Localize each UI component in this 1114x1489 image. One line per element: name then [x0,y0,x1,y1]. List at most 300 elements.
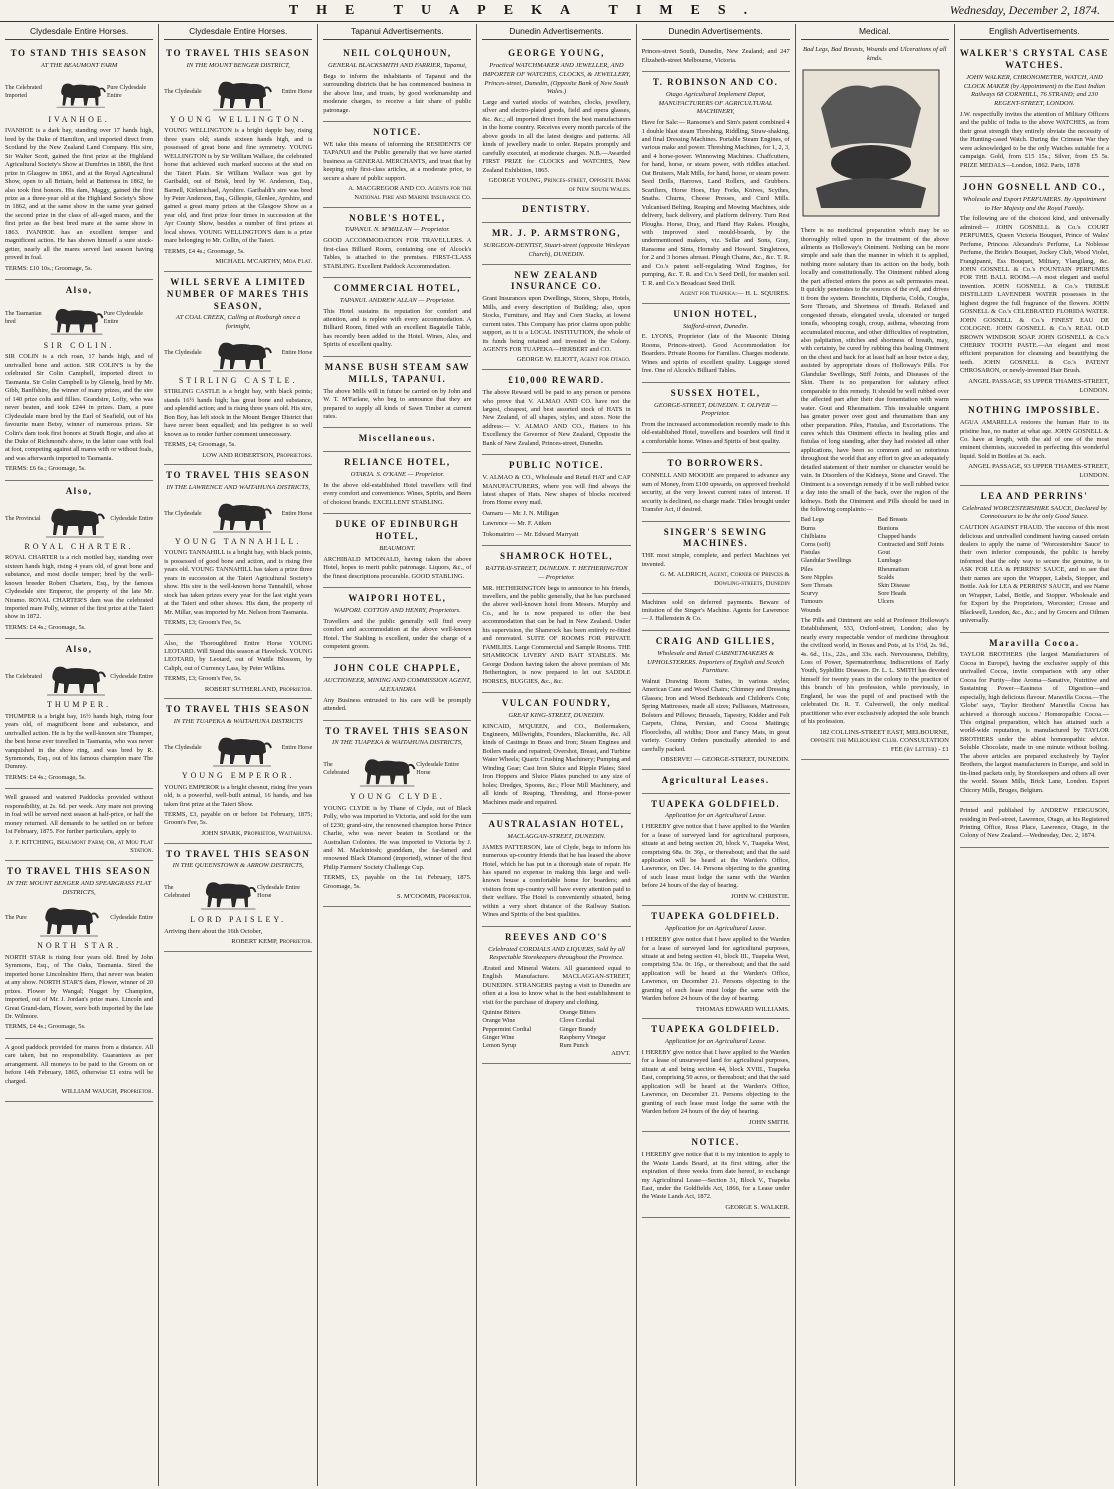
ad-body: Machines sold on deferred payments. Beware of imitation of the Singer's Machine. Agents for Lawrence:— J. Hallenstein & Co. [641,598,790,623]
ad-body: Any Business entrusted to his care will be promptly attended. [323,696,472,713]
ad-headline: TO STAND THIS SEASON [10,48,148,59]
advertisement [323,208,471,278]
list-item: Fistulas [800,549,820,557]
advertisement [482,265,630,371]
ad-signature: S. M'COOMB, Proprietor. [396,893,472,901]
advertisement [642,43,790,72]
advertisement [323,278,471,357]
column-heading: Dunedin Advertisements. [642,26,790,40]
horse-illustration-icon [38,900,100,938]
ad-headline: TUAPEKA GOLDFIELD. [651,1024,781,1035]
ad-body: I HEREBY give notice that I have applied to the Warden for a lease of surveyed land for agricultural purposes, situate at and being section 20, block V., Tuapeka West, comprising 68a. 0r. 36p., or thereabout; and that the said application will be heard at the Warden's Office, Lawrence, on Dec. 14. Persons objecting to the granting of such lease must lodge the same with the Warden before 24 hours of the day of hearing. [641,823,790,890]
list-item: Corns (soft) [800,541,831,549]
ad-headline: AUSTRALASIAN HOTEL, [488,819,625,830]
advertisement [323,514,471,588]
horse-name: THUMPER. [46,700,112,710]
ad-headline: Agricultural Leases. [661,774,770,785]
column-heading: Clydesdale Entire Horses. [5,26,153,40]
list-item: Bunions [877,524,899,532]
ad-terms: TERMS, £4 4s.; Groomage, 5s. [164,247,245,255]
advertisement [323,658,471,720]
ad-headline: UNION HOTEL, [673,308,758,319]
advertisement [323,43,471,122]
ad-item-list [801,516,949,614]
ad-headline: DUKE OF EDINBURGH HOTEL, [335,519,460,542]
horse-illustration-icon [211,335,273,373]
horse-name: YOUNG CLYDE. [349,792,445,802]
ad-headline: WALKER'S CRYSTAL CASE WATCHES. [959,48,1109,71]
horse-figure [5,659,153,697]
agent-line: Tokomairiro — Mr. Edward Marryatt [482,530,579,538]
ad-body: MR. HETHERINGTON begs to announce to his friends, travellers, and the public generally, that he has purchased the above well-known hotel from Messrs. Murphy and Co., and he is now prepared to offer the best accommodation that can be had in New Zealand. Under his supervision, the Shamrock has been entirely re-fitted and renovated. SUITE OF ROOMS FOR PRIVATE FAMILIES. Large Commercial and Sample Rooms. THE SHAMROCK LIVERY AND BAIT STABLES. Mr. George Dodson having taken the above premises of Mr. Hetherington, is now prepared to let out SADDLE HORSES, BUGGIES, &c., &c. [482,584,631,685]
ad-body: AGUA AMARELLA restores the human Hair to its pristine hue, no matter at what age. JOHN GOSNELL & Co. have at length, with the aid of one of the most eminent chemists, succeeded in perfecting this wonderful liquid. Sold in Bottles at 3s. each. [959,419,1109,460]
list-item: Scalds [877,573,894,581]
ad-signature: GEORGE YOUNG, Princes-street, Opposite Bank of New South Wales. [488,176,631,193]
list-item: Chilblains [800,532,827,540]
advertisement [642,906,790,1019]
ad-signature: ADVT. [611,1050,631,1058]
list-item: Rum Punch [559,1042,589,1050]
ad-terms: TERMS, £3; Groom's Fee, 5s. [164,675,242,683]
ad-terms: TERMS, £3, payable on the 1st February, 1875. Groomage, 5s. [323,874,472,890]
horse-illustration-icon [358,751,416,789]
horse-figure [164,74,312,112]
horse-figure [164,874,312,912]
ad-headline: JOHN COLE CHAPPLE, [333,663,461,674]
horse-illustration-icon [55,74,107,112]
advertisement [801,43,949,760]
ad-headline: NOTICE. [691,1137,740,1148]
list-item: Sore Throats [800,581,833,589]
list-item: Orange Wine [482,1017,516,1025]
advertisement [323,452,471,514]
ad-body: There is no medicinal preparation which may be so thoroughly relied upon in the treatment of the above ailments as Holloway's Ointment. Nothing can be more simple and safe than the manner in which it is applied, nothing more salutary than its action on the body, both locally and constitutionally. The Ointment rubbed along the part affected enters the pores as salt permeates meat. It quickly penetrates to the sources of the evil, and drives it from the system. Bronchitis, Diptheria, Colds, Coughs, Sore Throats, and Shortness of Breath. Relaxed and congested throats, elongated uvula, ulcerated or turged tonsils, whooping cough, croup, asthma, wheezing from accumulated mucous, and other difficulties of respiration, also palpitation, stitches and shortness of breath, may, with certainty, be cured by rubbing this healing Ointment on the chest and back for at least half an hour twice a day, assisted by appropriate doses of Holloway's Pills. For Glandular Swellings, Stiff Joints, and Diseases of the Skin. There is no preparation for salutary effect comparable to this remedy. It should be well rubbed over the affected part after their due fomentation with warm water. Gout and Rheumatism. This invaluable unguent has greater power over gout and rheumatism than any other preparation. Piles, Fistulas, and Excoriations. The cures which this Ointment effects in healing piles and fistulas of long standing, after they had resisted all other applications, have been so common and so notorious throughout the world that any effort to give an adequately detailed statement of their number or character would be vain. In Disorders of the Kidneys, Stone and Gravel. The Ointment is a sovereign remedy if it be well rubbed twice a day into the small of the back, over the region of the kidneys. Both the Ointment and Pills should be used in the following complaints:— [800,227,949,514]
list-item: Lemon Syrup [482,1042,517,1050]
list-item: Rheumatism [877,565,910,573]
horse-right-caption: Entire Horse [281,349,313,356]
ad-subheading: Celebrated WORCESTERSHIRE SAUCE, Declared by Connoisseurs to be the only Good Sauce. [962,504,1107,521]
ad-subheading: Bad Legs, Bad Breasts, Wounds and Ulcerations of all kinds. [803,46,947,62]
column-7 [955,24,1114,1486]
advertisement [642,1019,790,1132]
ad-headline: SHAMROCK HOTEL, [499,551,613,562]
ad-headline: TO TRAVEL THIS SEASON [325,725,470,736]
horse-left-caption: The Clydesdale [164,88,202,95]
ad-headline: NEIL COLQUHOUN, [343,48,452,59]
list-item: Bad Breasts [877,516,908,524]
horse-right-caption: Entire Horse [281,88,313,95]
horse-left-caption: The Tasmanian bred [5,311,42,325]
ad-subheading: IN THE LAWRENCE AND WAITAHUNA DISTRICTS, [166,484,311,492]
ad-terms: TERMS: £4 4s.; Groomage, 5s. [5,623,86,631]
horse-right-caption: Pure Clydesdale Entire [103,311,143,325]
advertisement [164,43,312,272]
ad-signature: JOHN SMITH. [749,1118,790,1126]
ad-subheading: AT COAL CREEK, Calling at Roxburgh once a fortnight, [175,314,301,331]
ad-headline: WAIPORI HOTEL, [348,593,447,604]
advertisement [642,72,790,304]
horse-figure [323,751,471,789]
newspaper-title: THE TUAPEKA TIMES. [288,2,766,18]
list-item: Raspberry Vinegar [559,1033,606,1041]
ad-subheading: IN THE QUEENSTOWN & ARROW DISTRICTS, [172,862,304,870]
ad-body: I HEREBY give notice that I have applied to the Warden for a lease of surveyed land for agricultural purposes, situate at and being section 41, block III., Tuapeka West, comprising 53a. 0r. 16p., or thereabout; and that the said application will be heard at the Warden's Office, Lawrence, on December 21. Persons objecting to the granting of such lease must lodge the same with the Warden before 24 hours of the day of hearing. [641,936,790,1003]
advertisement [960,177,1109,400]
advertisement [164,844,312,952]
horse-name: STIRLING CASTLE. [178,375,298,385]
horse-illustration-icon [45,659,107,697]
ad-body: E. LYONS, Proprietor (late of the Masonic Dining Rooms, Princes-street). Good Accommodation for Boarders. Private Rooms for Families. Charges moderate. Wines and spirits of excellent quality. Luggage stored free. One of Alcock's Billiard Tables. [641,333,790,375]
ad-body: CONNELL AND MOODIE are prepared to advance any sum of Money, from £100 upwards, on approved freehold security, at the very lowest current rates of interest. If security is declined, no charge made. Titles brought under Transfer Act, if desired. [641,472,790,514]
advertisement [960,802,1109,848]
ad-body: Begs to inform the inhabitants of Tapanui and the surrounding districts that he has commenced business in the above line, and trusts, by good workmanship and moderate charges, to receive a fair share of public patronage. [323,72,472,114]
advertisement [323,721,471,907]
ad-signature: Agent for Tuapeka:— H. L. SQUIRES. [679,290,790,298]
ad-body: Princes-street South, Dunedin, New Zealand; and 247 Elizabeth-street Melbourne, Victoria. [641,48,790,64]
horse-figure [164,730,312,768]
ad-subheading: TAPANUI. N. M'MILLAN — Proprietor. [344,226,450,234]
ad-headline: Also, [65,644,93,655]
ad-body: The above Reward will be paid to any person or persons who prove that V. ALMAO AND CO. have not the largest, cheapest, and best assorted stock of HATS in New Zealand, of all shapes, styles, and sizes. Note the address:— V. ALMAO AND CO., Hatters to his Excellency the Governor of New Zealand, Opposite the Bank of New Zealand, Princes-street, Dunedin. [482,389,631,447]
ad-body: Travellers and the public generally will find every comfort and accommodation at the above well-known Hotel. The Stabling is excellent, under the charge of a competent groom. [323,617,472,650]
ad-signature: GEORGE W. ELIOTT, Agent for Otago. [516,356,631,364]
ad-body: WE take this means of informing the RESIDENTS OF TAPANUI and the Public generally that we have started business as GENERAL MERCHANTS, and trust that by keeping only first-class articles, at a moderate price, to secure a share of public support. [323,140,472,182]
ad-body: ARCHIBALD M'DONALD, having taken the above Hotel, hopes to merit public patronage. Liquors, &c., of the finest descriptions procurable. GOOD STABLING. [323,555,472,580]
ad-headline: TO BORROWERS. [667,458,764,469]
ad-headline: WILL SERVE A LIMITED NUMBER OF MARES THIS SEASON, [166,276,310,311]
advertisement [164,272,312,465]
horse-figure [5,74,153,112]
advertisement [5,789,153,861]
ad-body: CAUTION AGAINST FRAUD. The success of this most delicious and unrivalled condiment having caused certain dealers to apply the name of 'Worcestershire Sauce' to their own inferior compounds, the public is hereby informed that the only way to secure the genuine, is to ASK FOR LEA & PERRINS' SAUCE, and to see that their names are upon the Wrapper, Labels, Stopper, and Bottle. Ask for LEA & PERRINS' SAUCE, and see Name on Wrapper, Label, Bottle, and Stopper. Wholesale and for Export by the Proprietors, Worcester; Crosse and Blackwell, London, &c., &c.; and by Grocers and Oilmen universally. [959,524,1109,625]
ad-body: ROYAL CHARTER is a rich mottled bay, standing over sixteen hands high, rising 4 years old, of great bone and substance, and most docile temper; bred by the well-known breeder Robert Charters, Esq., by the famous Clydesdale sire Emperor, the property of the late Mr. Niramo. ROYAL CHARTER'S dam was the celebrated imported mare Polly, winner of the first prize at the Taieri show in 1872. [5,554,154,621]
ad-headline: TO TRAVEL THIS SEASON [166,704,311,715]
ad-subheading: AUCTIONEER, MINING AND COMMISSION AGENT, ALEXANDRA [323,677,471,693]
column-heading: Dunedin Advertisements. [482,26,630,40]
ad-body: IVANHOE is a dark bay, standing over 17 hands high, bred by the Duke of Hamilton, and imported direct from Scotland by the New Zealand Land Company. His sire, Sir Walter Scott, gained the first prize at the Highland Agricultural Society's Show at Dumfries in 1860, the first prize in Glasgow in 1861, and at the Royal Agricultural Show, open to all Britain, held at Battersea in 1862, he also took first honors. His dam, Maggy, gained the first prize as a three-year old at the Highland Society's Show in 1862, and at the same show in the same year gained the second prize in the class of all-aged mares, and the first prize as the best bred mare at the same show in 1863. IVANHOE has an excellent temper and magnificent action. He has shown himself a sure stock-getter, nearly all the mares served last season having proved in foal. [5,127,154,262]
list-item: Quinine Bitters [482,1009,521,1017]
ad-headline: Also, [65,285,93,296]
ad-subheading: Application for an Agricultural Lease. [665,925,767,933]
ad-terms: TERMS: £6 6s.; Groomage, 5s. [5,465,86,473]
advertisement [642,631,790,770]
ad-headline: CRAIG AND GILLIES, [655,635,776,646]
ad-headline: NOTICE. [373,127,422,138]
advertisement [5,43,153,280]
ad-subheading: SURGEON-DENTIST, Stuart-street (opposite Wesleyan Church), DUNEDIN. [483,242,630,258]
ad-signature: ROBERT SUTHERLAND, Proprietor. [204,685,313,693]
ad-headline: VULCAN FOUNDRY, [501,697,612,708]
horse-right-caption: Clydesdale Entire Horse [257,885,300,900]
ad-body: JAMES PATTERSON, late of Clyde, begs to inform his numerous up-country friends that he has leased the above Hotel, which he has put in a thorough state of repair. He has spared no expense in making this large and well-known house a comfortable home for boarders; and visitors from up-country will have every attention paid to their welfare. The Hotel is conveniently situated, being within a very short distance of the Railway Station. Wines and Spirits of the best qualities. [482,843,631,919]
ad-headline: Miscellaneous. [358,433,436,444]
ad-headline: COMMERCIAL HOTEL, [333,283,461,293]
column-6 [796,24,955,1486]
ad-body: GOOD ACCOMMODATION FOR TRAVELLERS. A first-class Billiard Room, containing one of Alcock's Tables, is attached to the premises. FIRST-CLASS STABLING. Excellent Paddock Accommodation. [323,237,472,270]
ad-headline: NEW ZEALAND INSURANCE CO. [510,269,602,292]
horse-left-caption: The Clydesdale [164,745,202,752]
ad-headline: RELIANCE HOTEL, [344,457,451,468]
ad-terms: TERMS, £3, payable on or before 1st February, 1875; Groom's Fee, 5s. [164,810,313,827]
ad-signature: THOMAS EDWARD WILLIAMS. [695,1005,790,1013]
agent-line: Lawrence — Mr. F. Aitken [482,520,552,528]
ad-body: J.W. respectfully invites the attention of Military Officers and the public of India to the above WATCHES, as from their great strength they entirely obviate the necessity of the Hunting-cased Watch. During the Crimean War they were acknowledged to be the only Watches suitable for a campaign. Gold, from £15 15s.; Silver, from £5 5s. PRIZE MEDALS—London, 1862. Paris, 1878 [959,110,1109,169]
ad-subheading: MACLAGGAN-STREET, DUNEDIN. [507,832,606,840]
ad-terms: TERMS, £4; Groomage, 5s. [164,441,236,449]
list-item: Orange Bitters [559,1009,596,1017]
advertisement [482,455,630,546]
ad-headline: JOHN GOSNELL AND CO., [962,181,1107,192]
ad-body: Have for Sale:— Ransome's and Sim's patent combined 4 1 double blast steam Threshing, Riddling, Straw-shaking, and final Dressing Machines. Portable Steam Engines, of various make and power. Threshing Machines, for 1, 2, 3, and 4 horse-power. Winnowing Machines. Chaffcutters, for hand, horse, or steam power, with riddles attached. Oat Bruisers, Malt Mills, for hand, horse, or steam power. Seed Drills, Harrows, Land Rollers, and Grubbers. Scarifiers, Horse Hoes, Hay Forks, Knives, Scythes, Snaths. Churns, Cheese Presses, and Curd Mills. Vulcanised Belting. Reaping and Mowing Machines, side delivery, back delivery, and platform delivery. Turn Rest Ploughs. Horse, Dray, and Hand Hay Rakes. Ploughs, with improved steel mould-boards, by the undermentioned makers, viz. Sellar and Sons, Gray, Ransome and Sims, Hornsby and Howard. Singletrees, for 2 and 3 horses abreast. Plough Chains, &c., &c. T. R. and Co.'s patent self-regulating Wind Engines, for pumping, &c. T. R. and Co.'s Seed Drill, for maiden soil. T. R. and Co.'s Broadcast Seed Drill. [641,119,790,287]
horse-name: LORD PAISLEY. [190,915,287,925]
ad-subheading: TAPANUI. ANDREW ALLAN — Proprietor. [339,296,455,304]
ad-subheading: WAIPORI. COTTON AND HENRY, Proprietors. [333,606,461,614]
ad-headline: T. ROBINSON AND CO. [652,77,779,88]
column-heading: Medical. [801,26,949,40]
horse-right-caption: Clydesdale Entire Horse [416,762,460,777]
ad-signature: ROBERT KEMP, Proprietor. [231,938,313,946]
advertisement [323,357,471,429]
ad-subheading: AT THE BEAUMONT FARM [40,62,118,70]
list-item: Ginger Wine [482,1033,515,1041]
list-item: Sore Nipples [800,573,833,581]
ad-signature: ANGEL PASSAGE, 93 UPPER THAMES-STREET, LONDON. [968,377,1109,394]
issue-date: Wednesday, December 2, 1874. [949,3,1100,17]
horse-left-caption: The Celebrated [164,885,191,900]
horse-name: YOUNG WELLINGTON. [169,114,307,124]
ad-signature: JOHN W. CHRISTIE. [731,892,790,900]
ad-signature: WILLIAM WAUGH, Proprietor. [61,1088,154,1096]
ad-headline: TO TRAVEL THIS SEASON [166,470,311,481]
horse-name: YOUNG EMPEROR. [181,771,295,781]
horse-name: YOUNG TANNAHILL. [175,536,302,546]
advertisement [642,304,790,383]
advertisement [642,594,790,631]
ad-headline: TO TRAVEL THIS SEASON [166,848,311,859]
ad-body: Grant Insurances upon Dwellings, Stores, Shops, Hotels, Mills, and every description of Building; also, upon Stocks, Furniture, and Hay and Corn Stacks, at lowest current rates. This Company has prior claims upon public support, as it is a LOCAL INSTITUTION, the whole of its funds being retained and invested in the Colony. AGENTS FOR TUAPEKA—HERBERT and CO. [482,295,631,354]
horse-illustration-icon [211,730,273,768]
ad-body: NORTH STAR is rising four years old. Bred by John Symmons, Esq., of The Oaks, Tasmania. Sired the imported horse Lincolnshire Hero, that never was beaten at any show. NORTH STAR'S dam, Flower, winner of 20 prizes. Flower by Wangal; Nugget by Champion, imported, out of Mr. J. Jordan's prize mare. Lincoln and Great Grand-dam, Flower, were both imported by the late Dr. Wilmore. [5,953,154,1021]
horse-left-caption: The Clydesdale [164,510,202,517]
ad-signature: G. M. ALDRICH, Agent, Corner of Princes & Dowling-streets, Dunedin [659,571,790,587]
horse-name: SIR COLIN. [43,340,115,350]
advertisement [482,814,630,927]
advertisement [323,122,471,208]
ad-subheading: IN THE TUAPEKA & WAITAHUNA DISTRICTS, [332,739,463,747]
ad-headline: SINGER'S SEWING MACHINES. [663,526,768,549]
ad-subheading: Application for an Agricultural Lease. [665,1038,767,1046]
ad-body: STIRLING CASTLE is a bright bay, with black points; stands 16½ hands high; has great bone and substance, and splendid action; and is rising three years old. His sire, Bon Boy, has left stock in the Mount Benger District that have never been equalled; and his pedigree is so well known as to render further comment unnecessary. [164,388,313,438]
ad-headline: GEORGE YOUNG, [508,48,605,59]
column-1 [0,24,159,1486]
horse-name: NORTH STAR. [37,941,122,951]
advertisement [5,1039,153,1102]
list-item: Sore Heads [877,590,907,598]
masthead [0,0,1114,22]
ad-body: THUMPER is a bright bay, 16½ hands high, rising four years old, of magnificent bone and substance, and unrivalled action. He is by the well-known sire Thumper, the best horse ever travelled in Tasmania, who was never vanquished in the show ring, and was bred by R. Symmonds, Esq., out of his famous champion mare The Dummy. [5,712,154,771]
list-item: Scurvy [800,590,819,598]
advertisement [5,639,153,789]
ad-body: In the above old-established Hotel travellers will find every comfort and convenience. Wines, Spirits, and Beers of choicest brands. EXCELLENT STABLING. [323,481,472,506]
horse-left-caption: The Celebrated [5,674,42,681]
ad-signature: OBSERVE! — GEORGE-STREET, DUNEDIN. [660,755,790,763]
horse-illustration-icon [211,74,273,112]
list-item: Ginger Brandy [559,1025,597,1033]
column-grid [0,24,1114,1486]
column-5 [637,24,796,1486]
horse-left-caption: The Pure [5,915,27,922]
advertisement [5,280,153,481]
ad-body: This Hotel sustains its reputation for comfort and attention, and is replete with every accommodation. A Billiard Room, fitted with an excellent Bagatelle Table, has recently been added to the Hotel. Wines, Ales, and Spirits of excellent quality. [323,307,472,349]
advertisement [482,546,630,693]
horse-left-caption: The Celebrated [323,762,350,777]
horse-figure [164,496,312,534]
advertisement [482,43,630,199]
ad-subheading: Stafford-street, Dunedin. [683,322,749,330]
column-heading: Tapanui Advertisements. [323,26,471,40]
list-item: Contracted and Stiff Joints [877,541,944,549]
ad-subheading: Wholesale and Retail CABINETMAKERS & UPHOLSTERERS. Importers of English and Scotch Furniture. [647,649,785,675]
ad-headline: SUSSEX HOTEL, [670,387,761,398]
advertisement [960,486,1109,633]
horse-illustration-icon [199,874,257,912]
ad-body: The above Mills will in future be carried on by John and W. T. M'Farlane, who beg to announce that they are prepared to supply all kinds of Sawn Timber at current rates. [323,387,472,420]
ad-body: Printed and published by ANDREW FERGUSON, residing in Peel-street, Lawrence, Otago, at his Registered Printing Office, Ross Place, Lawrence, Otago, in the Colony of New Zealand.—Wednesday, Dec. 2, 1874. [959,807,1109,840]
ad-subheading: Wholesale and Export PERFUMERS. By Appointment to Her Majesty and the Royal Family. [962,195,1107,212]
advertisement [482,370,630,455]
ad-body: YOUNG WELLINGTON is a bright dapple bay, rising three years old; stands sixteen hands high, and is possessed of great bone and fine symmetry. YOUNG WELLINGTON is by Sir William Wallace, the celebrated horse that achieved such marked success at the stud on the Taieri Plain. Sir William Wallace was got by Garibaldi, out of Brisk, bred by W. Anderson, Esq., Barnell, Kirkmichael, Ayrshire. Garibaldi's sire was bred by Peter Anderson, Esq., Gillespie, Glenlee, Ayrshire, and gained a great many prizes at the Glasgow Show as a year old, and first prize four times in succession at the Ayr County Show, besides a number of first prizes at local shows. YOUNG WELLINGTON'S dam is a prize mare belonging to Mr. Collin, of the Taieri. [164,127,313,245]
ad-headline: DENTISTRY. [522,204,591,215]
list-item: Ulcers [877,598,894,606]
ad-subheading: OTAKIA. S. O'KANE — Proprietor. [350,471,445,479]
ad-terms: TERMS, £4 4s.; Groomage, 5s. [5,1023,86,1031]
ad-subheading: Practical WATCHMAKER AND JEWELLER, AND IMPORTER OF WATCHES, CLOCKS, & JEWELLERY, Princes-street, Dunedin, (Opposite Bank of New South Wales.) [482,62,631,96]
ad-body: Also, the Thoroughbred Entire Horse YOUNG LEOTARD. Will Stand this season at Havelock. YOUNG LEOTARD, by Leotard, out of Wattle Blossom, by Caliph, out of Currency Lass, by Peter Wilkins. [164,639,313,672]
ad-headline: MR. J. P. ARMSTRONG, [492,228,621,239]
column-2 [159,24,318,1486]
advertisement [5,861,153,1039]
list-item: Piles [800,565,813,573]
ad-headline: MANSE BUSH STEAM SAW MILLS, TAPANUI. [324,361,470,384]
list-item: Skin Disease [877,581,910,589]
advertisement [960,43,1109,177]
horse-left-caption: The Celebrated Imported [5,84,42,99]
ad-body: YOUNG TANNAHILL is a bright bay, with black points, is possessed of good bone and action, and is rising five years old. YOUNG TANNAHILL has taken a prize three years in succession at the Taieri Agricultural Society's show. His sire is the well-known horse Tannahill, whose stock has taken prizes every year for the last eight years at the Taieri and other shows. His dam, the property of Mr. Millar, was imported by Mr. Nelson from Tasmania. [164,549,313,616]
ad-body: Large and varied stocks of watches, clocks, jewellery, silver and electro-plated goods, field and opera glasses, &c. &c.; all imported direct from the best manufacturers in the home country. Receives every month parcels of the above goods in all the latest designs and patterns. All kinds of jewellery made to order. Repairs promptly and carefully executed, at moderate charges. N.B.—Awarded FIRST PRIZE for CLOCKS and WATCHES, New Zealand Exhibition, 1865. [482,98,631,174]
list-item: Tumours [800,598,823,606]
horse-right-caption: Entire Horse [281,745,313,752]
ad-subheading: GENERAL BLACKSMITH AND FARRIER, Tapanui, [328,62,467,70]
ad-body: TAYLOR BROTHERS (the largest Manufacturers of Cocoa in Europe), having the exclusive supply of this unrivalled Cocoa, invite comparison with any other Cocoa for Purity—fine Aroma—Sanative, Nutritive and Sustaining Power—Easiness of Digestion—and especially, high delicious flavour. Maravilla Cocoa.—The 'Globe' says, 'Taylor Brothers' Maravilla Cocoa has achieved a thorough success.' Homœopathic Cocoa.—This original preparation, which has attained such a world-wide reputation, is manufactured by TAYLOR BROTHERS under the ablest homœopathic advice. Soluble Chocolate, made in one minute without boiling. The above articles are prepared exclusively by Taylor Brothers, the largest manufacturers in Europe, and sold in tin-lined packets only, by Storekeepers and others all over the world. Steam Mills, Brick Lane, London. Export Chicory Mills, Bruges, Belgium. [959,651,1109,794]
ad-terms: TERMS, £3; Groom's Fee, 5s. [164,619,242,627]
advertisement [960,633,1109,803]
horse-figure [164,335,312,373]
list-item: Chapped hands [877,532,916,540]
horse-figure [5,501,153,539]
horse-left-caption: The Clydesdale [164,349,202,356]
advertisement [5,481,153,640]
ad-signature: 182 COLLINS-STREET EAST, MELBOURNE, Opposite the Melbourne Club. CONSULTATION FEE (by Letter) - £1 [810,728,949,754]
ad-body: I HEREBY give notice that I have applied to the Warden for a lease of unsurveyed land for agricultural purposes, situate at and being section 44, block XVIII., Tuapeka East, comprising 50 acres, or thereabout; and that the said application will be heard at the Warden's Office, Lawrence, on December 21. Persons objecting to the granting of such lease must lodge the same with the Warden before 24 hours of the day of hearing. [641,1048,790,1116]
horse-left-caption: The Provincial [5,515,41,522]
horse-figure [5,300,153,338]
advertisement [482,693,630,814]
advertisement [164,699,312,843]
advertisement [642,522,790,594]
ad-headline: NOBLE'S HOTEL, [349,212,446,223]
advertisement [323,588,471,658]
ad-signature: ANGEL PASSAGE, 93 UPPER THAMES-STREET, LONDON. [968,463,1109,480]
ad-subheading: JOHN WALKER, CHRONOMETER, WATCH, AND CLOCK MAKER (by Appointment) to the East Indian Railways 68 CORNHILL, 76 STRAND; and 230 REGENT-STREET, LONDON. [963,73,1106,108]
advertisement [960,400,1109,486]
ad-subheading: BEAUMONT. [379,544,416,552]
column-4 [477,24,636,1486]
ad-signature: J. F. KITCHING, Beaumont Farm; Or, at Mou Flat Station. [9,838,154,855]
advertisement [164,465,312,634]
ad-body: YOUNG EMPEROR is a bright chesnut, rising five years old, is a powerful, well-built animal, 16 hands, and has taken first prize at the Taieri Show. [164,783,313,808]
list-item: Peppermint Cordial [482,1025,532,1033]
advertisement [482,199,630,223]
ad-terms: TERMS: £10 10s.; Groomage, 5s. [5,264,93,272]
horse-figure [5,900,153,938]
list-item: Gout [877,549,891,557]
ad-headline: Maravilla Cocoa. [989,637,1080,648]
ad-body: A good paddock provided for mares from a distance. All care taken, but no responsibility. Guarantees as per arrangement. All moneys to be paid to the Groom on or before 14th February, 1865, otherwise £1 extra will be charged. [5,1043,154,1085]
column-heading: Clydesdale Entire Horses. [164,26,312,40]
ad-body: SIR COLIN is a rich roan, 17 hands high, and of unrivalled bone and action. SIR COLIN'S is by the celebrated Sir Colin Campbell, imported direct to Tasmania. Sir Colin Campbell is by Glenelg, bred by Mr. Gibb, Banffshire, the winner of many prizes, and the sire of 140 prize colts and fillies. Grandsire, Lofty, who was never beaten, and took £244 in prizes. Dam, a pure Clydesdale mare bred by the Earl of Seafield, out of his favourite mare Betsy, winner of numerous prizes. Sir Colin's dam took first honors at Strath Bogie, and also at the Duke of Richmond's show, in the latter case with foal at foot, competing against all mares with or without foals, and was afterwards imported to Tasmania. [5,353,154,462]
advertisement [642,794,790,907]
ad-signature: LOW AND ROBERTSON, Proprietors. [202,451,313,459]
ad-body: THE most simple, complete, and perfect Machines yet invented. [641,552,790,568]
advertisement [482,223,630,264]
ad-headline: TO TRAVEL THIS SEASON [7,866,152,877]
horse-illustration-icon [211,496,273,534]
ad-signature: MICHAEL M'CARTHY, Moa Flat. [215,258,313,266]
agent-line: Oamaru — Mr. J. N. Milligan [482,509,559,517]
ad-body: V. ALMAO & CO., Wholesale and Retail HAT and CAP MANUFACTURERS, where you will find always the latest shapes of Hats. New shapes of blocks received from Home every mail. [482,474,631,507]
ad-signature: JOHN SPARK, Proprietor, Waitahuna. [201,829,313,837]
ad-signature: GEORGE S. WALKER. [725,1203,790,1211]
ad-body-continued: The Pills and Ointment are sold at Professor Holloway's Establishment, 533, Oxford-street, London; also by nearly every respectable vendor of medicine throughout the civilized world, in Boxes and Pots, at 1s 1½d, 2s. 9d., 4s. 6d., 11s., 22s., and 33s. each. Nervousness, Debility, Loss of Power, Spermatorrhœa; Indiscretions of Early Youth, Syphilitic Diseases. Dr. L. L. SMITH has devoted himself for twenty years in the colony to the practice of this branch of his profession, while previously, in England, he was the pupil of and practised with the celebrated Dr. R. T. Culverwell, the only medical practitioner who ever exclusively adopted the sole branch of his profession. [800,616,949,726]
list-item: Clove Cordial [559,1017,595,1025]
ad-headline: LEA AND PERRINS' [980,490,1089,501]
ad-subheading: IN THE MOUNT BENGER AND SPEARGRASS FLAT DISTRICTS, [6,879,152,896]
ad-subheading: IN THE TUAPEKA & WAITAHUNA DISTRICTS [173,718,303,726]
ad-signature: A. MACGREGOR AND CO. Agents for the National Fire and Marine Insurance Co. [348,185,472,201]
advertisement [642,1132,790,1217]
horse-name: IVANHOE. [48,114,110,124]
ad-headline: TO TRAVEL THIS SEASON [166,48,311,59]
ad-body: YOUNG CLYDE is by Thane of Clyde, out of Black Polly, who was imported to Victoria, and sold for the sum of £230; grand-sire, the renowned champion horse Prince Charlie, who was never beaten in Scotland or the Australian Colonies. He was imported to Victoria by J. and M. Mackintosh; granddam, the far-famed and renowned Black Diamond (imported), winner of the first Philip Farmers' Society Challenge Cup. [323,804,472,871]
ad-headline: TUAPEKA GOLDFIELD. [651,798,781,809]
horse-right-caption: Entire Horse [281,510,313,517]
horse-right-caption: Pure Clydesdale Entire [107,84,147,99]
list-item: Burns [800,524,816,532]
advertisement [323,428,471,452]
ad-body: The following are of the choicest kind, and universally admired:— JOHN GOSNELL & Co.'s COURT PERFUMES, Queen Victoria Bouquet, Prince of Wales' Perfume, Princess Alexandra's Perfume, La Noblesse Perfume, the Bride's Bouquet, Jockey Club, Wood Violet, Frangipanni, Ess Bouquet, Military, Ylangilang, &c. JOHN GOSNELL & Co.'s FOUNTAIN PERFUMES FOR THE BALL ROOM.—A most elegant and useful invention. JOHN GOSNELL & Co.'s TREBLE DISTILLED LAVENDER WATER possesses in the highest degree the full fragrance of the flowers. JOHN GOSNELL & Co.'s CELEBRATED FLORIDA WATER. JOHN GOSNELL & Co.'s FINEST EAU DE COLOGNE. JOHN GOSNELL & Co.'s REAL OLD BROWN WINDSOR SOAP. JOHN GOSNELL & Co.'s CHERRY TOOTH PASTE.—An elegant and most efficient preparation for cleansing and beautifying the teeth. JOHN GOSNELL & Co.'s PATENT CHROSARON, or newly-invented Hair Brush. [959,215,1109,375]
ad-body: Walnut Drawing Room Suites, in various styles; American Cane and Wood Chairs; Chimney and Dressing Glasses; Iron and Wood Bedsteads and Children's Cots; Spring Mattresses, made all sizes; Palliasses, Mattresses, Bolsters and Pillows; Brussels, Tapestry, Kidder and Felt Carpets, China, Persian, and Cocoa Mattings; Floorcloths, all widths; Door and Fancy Mats, in great variety. Country Orders punctually attended to and carefully packed. [641,677,790,753]
ad-headline: NOTHING IMPOSSIBLE. [968,405,1101,416]
ad-body: KINCAID, M'QUEEN, and CO., Boilermakers, Engineers, Millwrights, Founders, Blacksmiths, &c. All kinds of Castings in Brass and Iron; Steam Engines and Boilers made and repaired; Overshot, Breast, and Turbine Water Wheels; Quartz Crushing Machinery; Pumping and Winding Gear; Cast Iron Sluice and Ripple Plates; Steel Iron Hoppers and Sluice Plates punched to any size of holes; Dredges, Spoons, &c.; Flour Mill Machinery, and all kinds of Reaping, Threshing, and Horse-power Machines made and repaired. [482,722,631,806]
ad-headline: Also, [65,485,93,496]
ad-headline: £10,000 REWARD. [508,375,605,386]
ad-subheading: Otago Agricultural Implement Depot, MANUFACTURERS OF AGRICULTURAL MACHINERY, [658,91,773,116]
ad-subheading: Celebrated CORDIALS AND LIQUERS, Sold by all Respectable Storekeepers throughout the Province. [488,945,625,962]
ad-body: Well grassed and watered Paddocks provided without responsibility, at 2s. 6d. per week. Any mare not proving in foal will be served next season at half-price, or half the money returned. All demands to be settled on or before 1st February, 1875. For further particulars, apply to [5,794,154,836]
ad-terms: TERMS: £4 4s.; Groomage, 5s. [5,773,86,781]
holloway-ointment-engraving-icon [801,68,941,218]
ad-body: From the increased accommodation recently made to this old-established Hotel, travellers and boarders will find it a comfortable home. Wines and Spirits of best quality. [641,421,790,445]
